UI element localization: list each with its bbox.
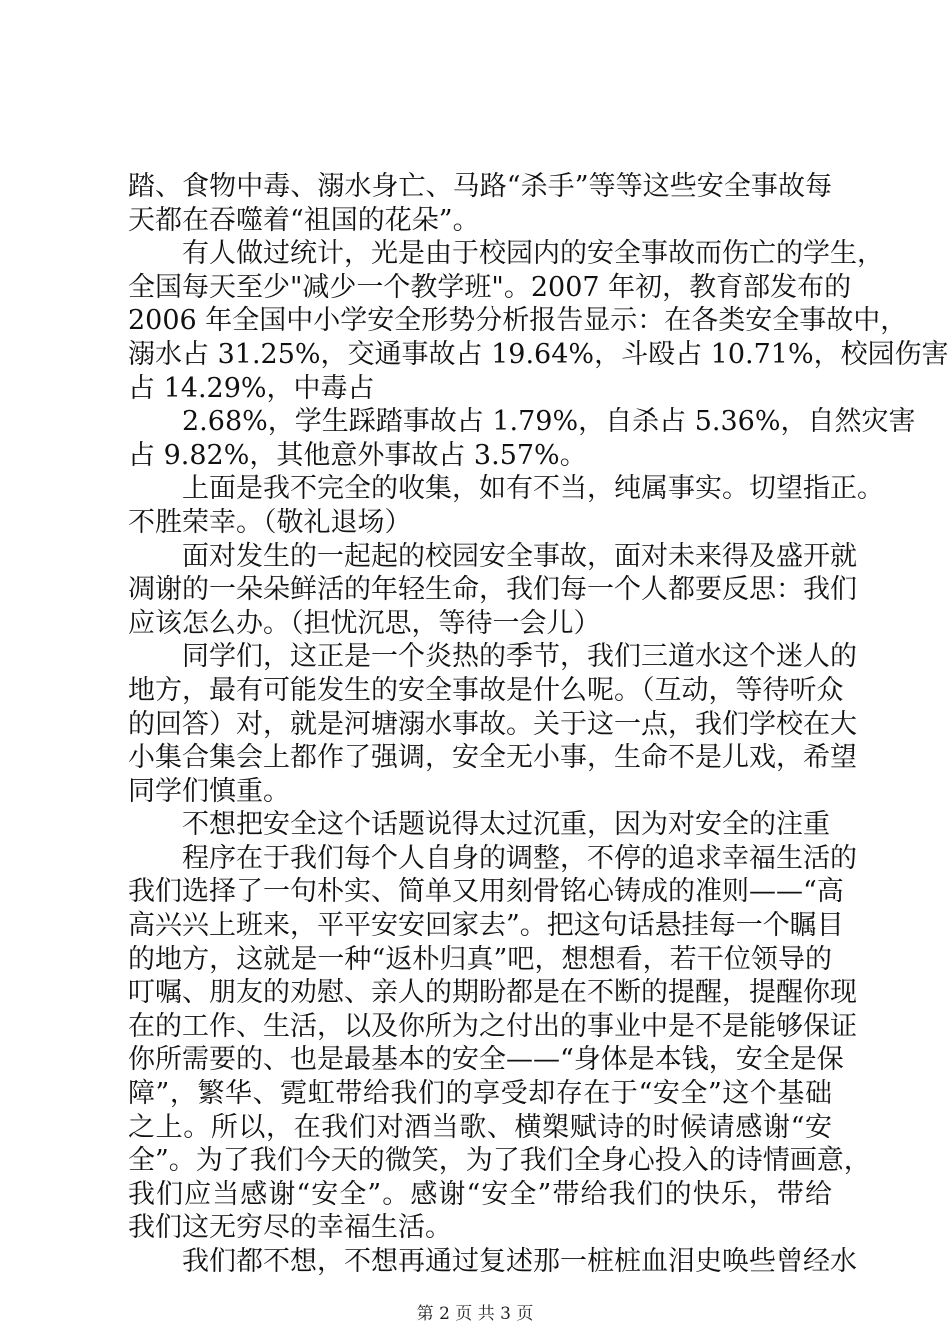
- text-line: 2.68%，学生踩踏事故占 1.79%，自杀占 5.36%，自然灾害: [182, 406, 916, 438]
- text-line: 的回答）对，就是河塘溺水事故。关于这一点，我们学校在大: [128, 708, 857, 740]
- document-body: [128, 170, 949, 1279]
- text-line: 不想把安全这个话题说得太过沉重，因为对安全的注重: [182, 809, 830, 841]
- text-line: 溺水占 31.25%，交通事故占 19.64%，斗殴占 10.71%，校园伤害: [128, 338, 949, 370]
- text-line: 应该怎么办。（担忧沉思，等待一会儿）: [128, 607, 601, 639]
- text-line: 我们应当感谢“安全”。感谢“安全”带给我们的快乐，带给: [128, 1178, 832, 1210]
- text-line: 叮嘱、朋友的劝慰、亲人的期盼都是在不断的提醒，提醒你现: [128, 977, 857, 1009]
- text-line: 全”。为了我们今天的微笑，为了我们全身心投入的诗情画意，: [128, 1145, 871, 1177]
- text-line: 我们都不想，不想再通过复述那一桩桩血泪史唤些曾经水: [182, 1246, 857, 1277]
- text-line: 小集合集会上都作了强调，安全无小事，生命不是儿戏，希望: [128, 742, 857, 774]
- text-line: 同学们慎重。: [128, 775, 290, 807]
- text-line: 占 9.82%，其他意外事故占 3.57%。: [128, 439, 587, 471]
- page-footer: 第 2 页 共 3 页: [416, 1304, 534, 1324]
- text-line: 有人做过统计，光是由于校园内的安全事故而伤亡的学生，: [182, 238, 884, 270]
- text-line: 天都在吞噬着“祖国的花朵”。: [128, 204, 480, 236]
- text-line: 你所需要的、也是最基本的安全——“身体是本钱，安全是保: [128, 1044, 844, 1076]
- text-line: 踏、食物中毒、溺水身亡、马路“杀手”等等这些安全事故每: [128, 171, 832, 202]
- text-line: 高兴兴上班来，平平安安回家去”。把这句话悬挂每一个瞩目: [128, 910, 844, 942]
- text-line: 上面是我不完全的收集，如有不当，纯属事实。切望指正。: [182, 473, 884, 505]
- text-line: 我们选择了一句朴实、简单又用刻骨铭心铸成的准则——“高: [128, 876, 844, 908]
- text-line: 程序在于我们每个人自身的调整，不停的追求幸福生活的: [182, 842, 857, 874]
- text-line: 在的工作、生活，以及你所为之付出的事业中是不是能够保证: [128, 1010, 857, 1042]
- text-line: 面对发生的一起起的校园安全事故，面对未来得及盛开就: [182, 540, 857, 572]
- text-line: 地方，最有可能发生的安全事故是什么呢。（互动，等待听众: [128, 674, 844, 706]
- text-line: 不胜荣幸。（敬礼退场）: [128, 506, 412, 538]
- text-line: 2006 年全国中小学安全形势分析报告显示：在各类安全事故中，: [128, 305, 908, 337]
- text-line: 全国每天至少"减少一个教学班"。2007 年初，教育部发布的: [128, 271, 852, 303]
- text-line: 的地方，这就是一种“返朴归真”吧，想想看，若干位领导的: [128, 943, 832, 975]
- text-line: 之上。所以，在我们对酒当歌、横槊赋诗的时候请感谢“安: [128, 1111, 832, 1143]
- text-line: 凋谢的一朵朵鲜活的年轻生命，我们每一个人都要反思：我们: [128, 574, 857, 606]
- text-line: 占 14.29%，中毒占: [128, 372, 375, 404]
- text-line: 同学们，这正是一个炎热的季节，我们三道水这个迷人的: [182, 641, 857, 673]
- text-line: 障”，繁华、霓虹带给我们的享受却存在于“安全”这个基础: [128, 1078, 832, 1110]
- text-line: 我们这无穷尽的幸福生活。: [128, 1212, 452, 1244]
